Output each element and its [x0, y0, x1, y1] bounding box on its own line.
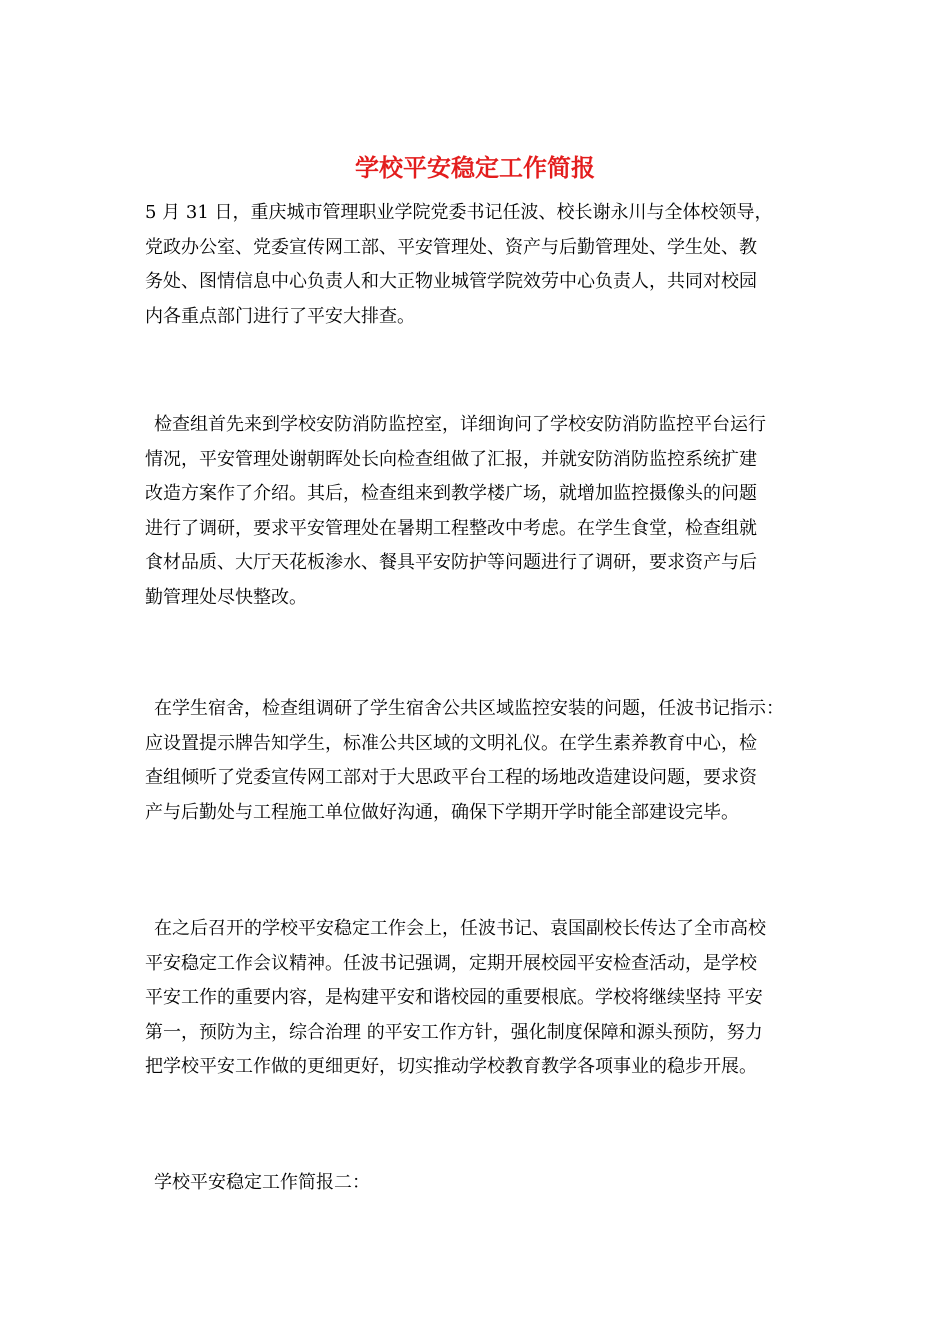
section-heading: 学校平安稳定工作简报二：: [154, 1172, 370, 1193]
paragraph-line: 第一，预防为主，综合治理 的平安工作方针，强化制度保障和源头预防，努力: [145, 1021, 763, 1043]
paragraph-5: [145, 1166, 811, 1201]
paragraph-2: [145, 408, 811, 616]
document-title: 学校平安稳定工作简报: [355, 153, 595, 182]
paragraph-line: 产与后勤处与工程施工单位做好沟通，确保下学期开学时能全部建设完毕。: [145, 801, 739, 823]
paragraph-line: 在之后召开的学校平安稳定工作会上，任波书记、袁国副校长传达了全市高校: [154, 918, 766, 939]
paragraph-line: 食材品质、大厅天花板渗水、餐具平安防护等问题进行了调研，要求资产与后: [145, 552, 757, 574]
paragraph-line: 勤管理处尽快整改。: [145, 586, 307, 608]
paragraph-line: 查组倾听了党委宣传网工部对于大思政平台工程的场地改造建设问题，要求资: [145, 767, 757, 789]
paragraph-line: 5 月 31 日，重庆城市管理职业学院党委书记任波、校长谢永川与全体校领导，: [145, 202, 773, 223]
paragraph-line: 情况，平安管理处谢朝晖处长向检查组做了汇报，并就安防消防监控系统扩建: [145, 448, 757, 470]
paragraph-line: 平安工作的重要内容，是构建平安和谐校园的重要根底。学校将继续坚持 平安: [145, 987, 763, 1009]
paragraph-line: 改造方案作了介绍。其后，检查组来到教学楼广场，就增加监控摄像头的问题: [145, 483, 757, 505]
paragraph-4: [145, 912, 811, 1085]
paragraph-line: 党政办公室、党委宣传网工部、平安管理处、资产与后勤管理处、学生处、教: [145, 236, 757, 258]
paragraph-line: 把学校平安工作做的更细更好，切实推动学校教育教学各项事业的稳步开展。: [145, 1056, 757, 1078]
paragraph-3: [145, 692, 811, 830]
paragraph-1: [145, 196, 811, 334]
paragraph-line: 在学生宿舍，检查组调研了学生宿舍公共区域监控安装的问题，任波书记指示：: [154, 698, 784, 719]
paragraph-line: 进行了调研，要求平安管理处在暑期工程整改中考虑。在学生食堂，检查组就: [145, 517, 757, 539]
paragraph-line: 内各重点部门进行了平安大排查。: [145, 305, 415, 327]
paragraph-line: 检查组首先来到学校安防消防监控室，详细询问了学校安防消防监控平台运行: [154, 414, 766, 435]
paragraph-line: 务处、图情信息中心负责人和大正物业城管学院效劳中心负责人，共同对校园: [145, 271, 757, 293]
paragraph-line: 平安稳定工作会议精神。任波书记强调，定期开展校园平安检查活动，是学校: [145, 952, 757, 974]
paragraph-line: 应设置提示牌告知学生，标准公共区域的文明礼仪。在学生素养教育中心，检: [145, 732, 757, 754]
